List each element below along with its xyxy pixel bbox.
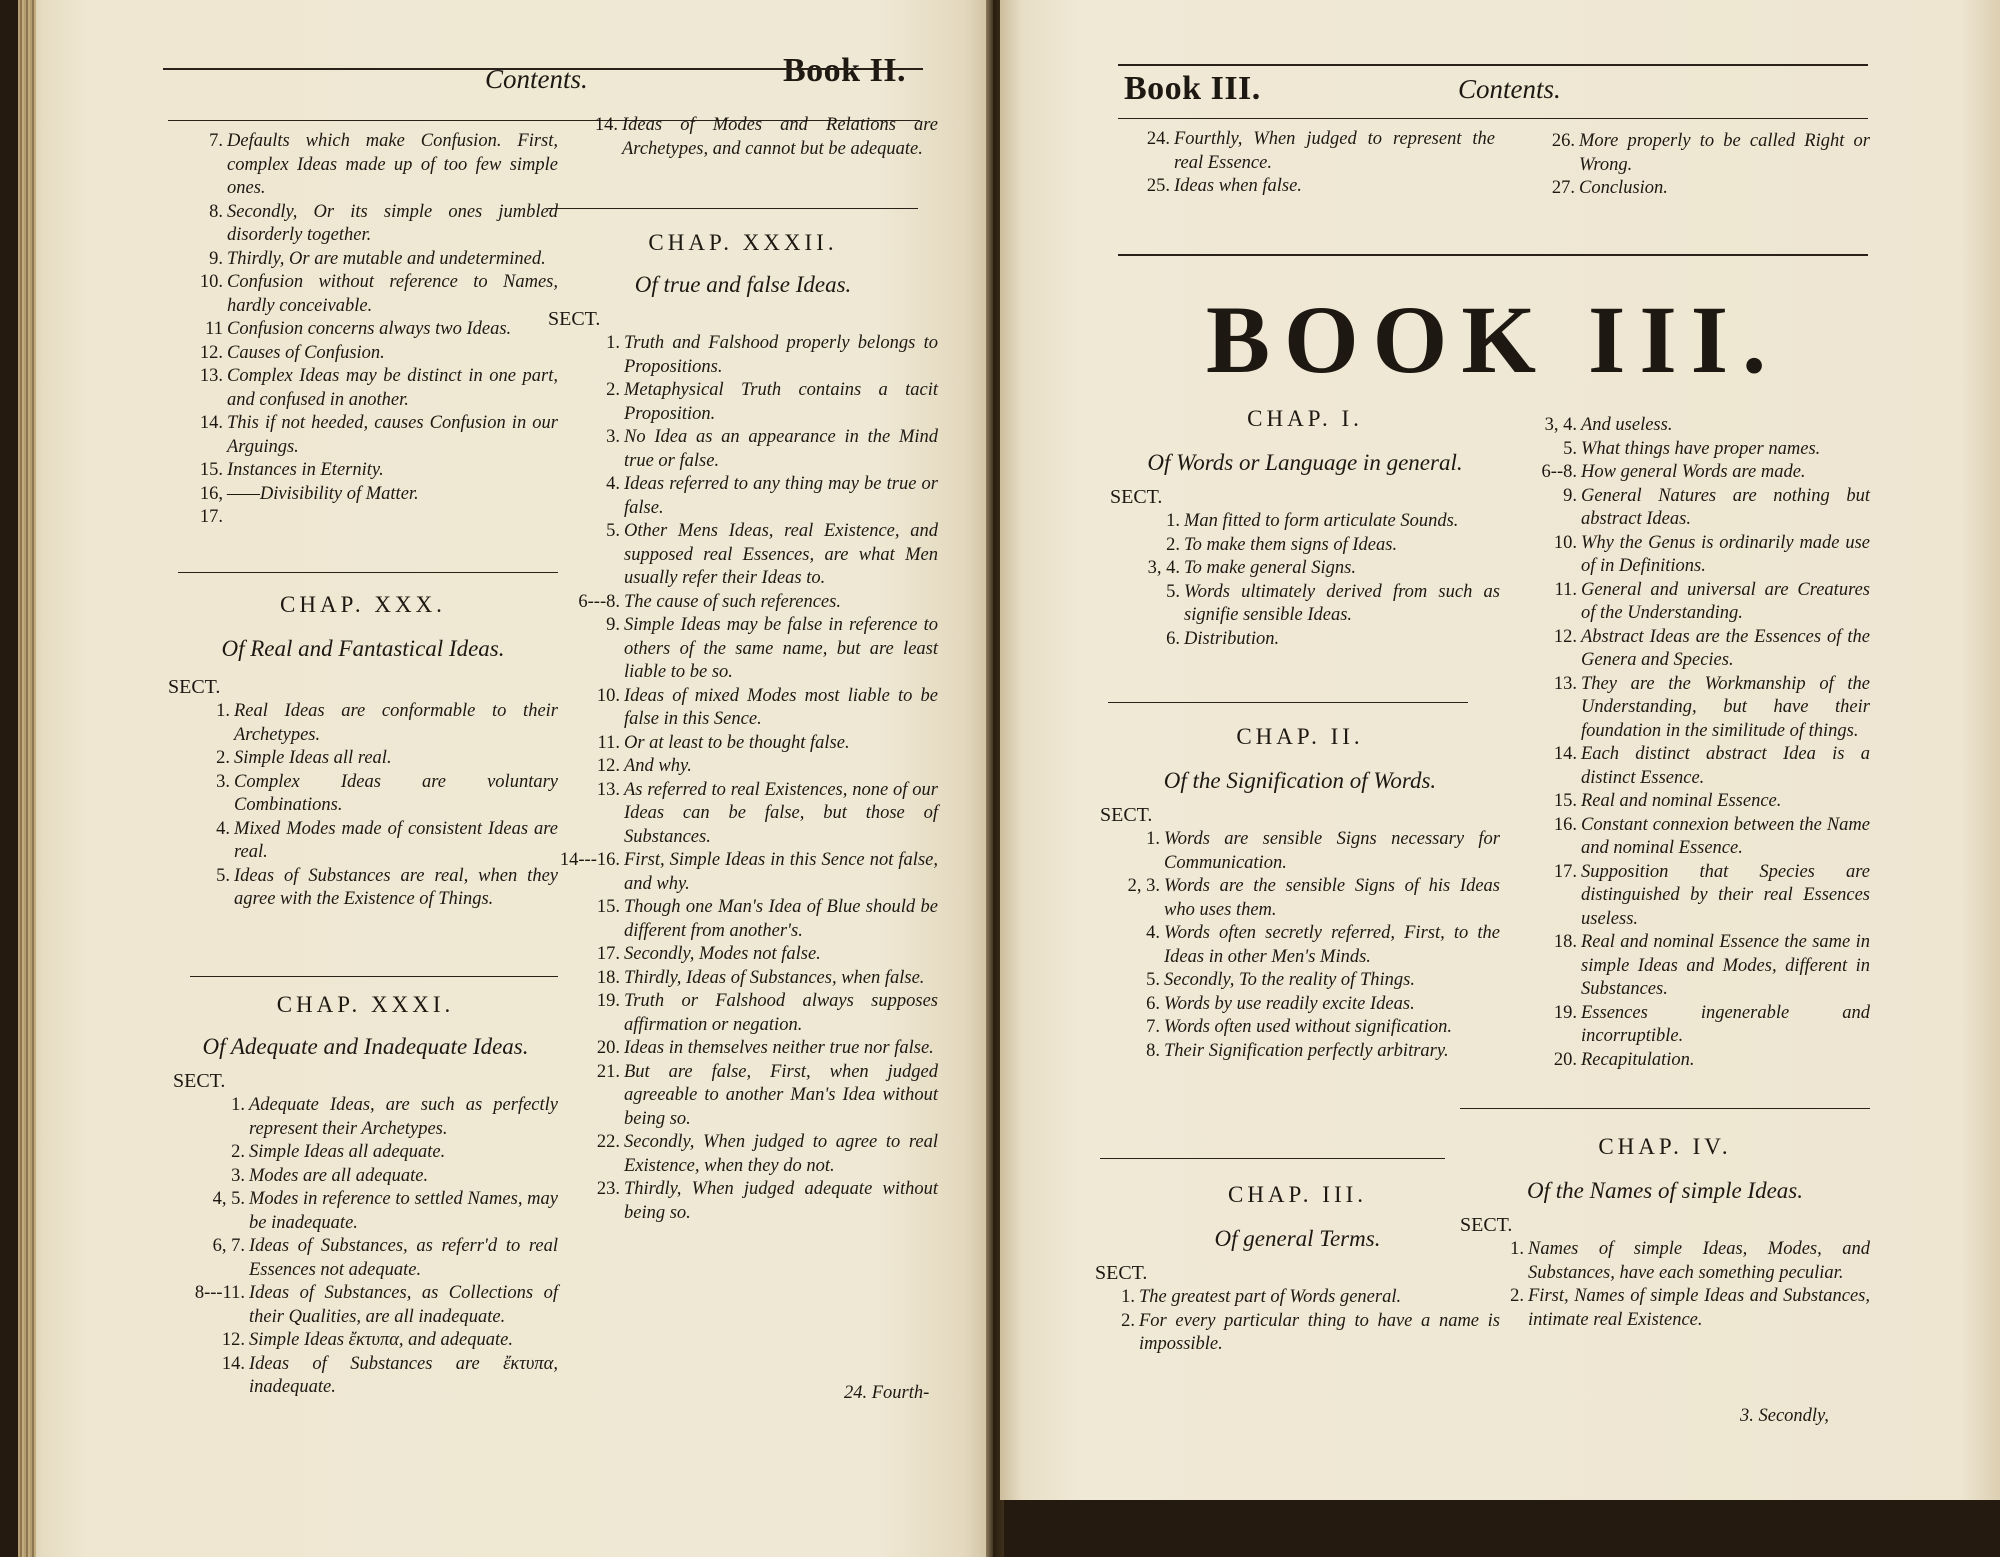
section-number: 2. (1121, 1310, 1135, 1331)
section-summary: Instances in Eternity. (227, 460, 384, 480)
chap30-title: Of Real and Fantastical Ideas. (221, 636, 505, 661)
toc-entry (168, 747, 558, 771)
section-summary: Secondly, To the reality of Things. (1164, 970, 1415, 990)
toc-entry (1535, 130, 1870, 177)
section-summary: Defaults which make Confusion. First, complex Ideas made up of too few simple ones. (227, 131, 558, 198)
chap2-entries (1100, 828, 1500, 1063)
toc-entry (168, 818, 558, 865)
toc-entry (1515, 790, 1870, 814)
chap32-sect: SECT. (548, 308, 601, 330)
toc-entry (168, 865, 558, 912)
toc-entry (1110, 534, 1500, 558)
toc-entry (173, 483, 558, 530)
chap32-section (548, 228, 938, 1225)
chap2-sect: SECT. (1100, 804, 1153, 826)
section-number: 22. (596, 1132, 620, 1152)
toc-entry (1130, 128, 1495, 175)
section-summary: Words are the sensible Signs of his Ideas who uses them. (1164, 876, 1500, 920)
section-summary: Words often secretly referred, First, to the Ideas in other Men's Minds. (1164, 923, 1500, 967)
section-summary: Metaphysical Truth contains a tacit Proposition. (624, 380, 938, 424)
section-summary: Though one Man's Idea of Blue should be different from another's. (624, 897, 938, 941)
section-number: 5. (606, 521, 620, 541)
section-summary: But are false, First, when judged agreeable to another Man's Idea without being so. (624, 1061, 938, 1129)
toc-entry (548, 614, 938, 685)
toc-entry (1515, 532, 1870, 579)
toc-entry (173, 1094, 558, 1141)
chap31-rule (190, 976, 558, 977)
section-summary: Ideas of Substances are ἔκτυπα, inadequate. (249, 1353, 558, 1397)
section-summary: Secondly, Or its simple ones jumbled disorderly together. (227, 201, 558, 245)
section-number: 17. (1553, 861, 1577, 882)
section-number: 10. (596, 685, 620, 706)
section-number: 1. (1166, 511, 1180, 531)
section-number: 3. (216, 771, 230, 792)
running-head-title: Contents. (1458, 74, 1561, 104)
section-number: 9. (1563, 485, 1577, 506)
toc-entry (548, 967, 938, 991)
section-number: 8. (209, 201, 223, 222)
chap30-entries (168, 700, 558, 912)
section-summary: What things have proper names. (1581, 438, 1821, 459)
section-summary: Ideas of Substances, as referr'd to real Essences not adequate. (249, 1236, 558, 1280)
section-summary: Confusion without reference to Names, hardly conceivable. (227, 272, 558, 316)
section-summary: No Idea as an appearance in the Mind true or false. (624, 427, 938, 471)
section-summary: This if not heeded, causes Confusion in our Arguings. (227, 413, 558, 457)
section-number: 3. (606, 427, 620, 447)
toc-entry (1095, 1310, 1500, 1357)
section-number: 16, 17. (199, 483, 223, 527)
header-rule-bottom (1118, 118, 1868, 119)
chap3-sect: SECT. (1095, 1262, 1148, 1284)
toc-entry (1460, 1285, 1870, 1332)
toc-entry (173, 248, 558, 272)
chap32-heading: CHAP. XXXII. (648, 230, 838, 255)
section-number: 3. (231, 1165, 245, 1186)
section-number: 15. (1553, 791, 1577, 811)
section-summary: How general Words are made. (1581, 462, 1806, 482)
chap30-rule (178, 572, 558, 573)
section-summary: Words ultimately derived from such as signifie sensible Ideas. (1184, 581, 1500, 625)
section-summary: Thirdly, Ideas of Substances, when false. (624, 967, 925, 988)
toc-entry (1100, 1016, 1500, 1040)
chap4-rule (1460, 1108, 1870, 1109)
section-summary: For every particular thing to have a name is impossible. (1139, 1310, 1500, 1354)
section-summary: To make general Signs. (1184, 558, 1356, 578)
toc-entry (1100, 922, 1500, 969)
toc-entry (588, 114, 938, 161)
toc-entry (1100, 1040, 1500, 1064)
section-summary: Simple Ideas all adequate. (249, 1142, 446, 1162)
section-summary: Real and nominal Essence the same in simple Ideas and Modes, different in Substances. (1581, 932, 1870, 999)
chap4-section (1460, 1132, 1870, 1332)
section-number: 13. (1553, 673, 1577, 694)
toc-entry (173, 1188, 558, 1235)
section-summary: Supposition that Species are distinguished by their real Essences useless. (1581, 861, 1870, 929)
section-summary: Ideas referred to any thing may be true or false. (624, 474, 938, 518)
toc-entry (1110, 510, 1500, 534)
section-summary: Words often used without signification. (1164, 1017, 1452, 1037)
section-number: 6. (1146, 993, 1160, 1014)
chap1-sect: SECT. (1110, 486, 1163, 508)
section-summary: Each distinct abstract Idea is a distinct Essence. (1581, 744, 1870, 788)
section-number: 17. (596, 944, 620, 964)
toc-entry (173, 342, 558, 366)
section-summary: Conclusion. (1579, 178, 1668, 198)
toc-entry (1515, 1049, 1870, 1073)
chap1-title: Of Words or Language in general. (1147, 450, 1463, 475)
section-number: 2. (231, 1142, 245, 1162)
section-number: 4. (216, 818, 230, 839)
toc-entry (1100, 993, 1500, 1017)
section-summary: First, Names of simple Ideas and Substances, intimate real Existence. (1528, 1286, 1870, 1330)
right-page (1000, 0, 2000, 1500)
section-summary: Names of simple Ideas, Modes, and Substances, have each something peculiar. (1528, 1239, 1870, 1283)
toc-entry (173, 201, 558, 248)
section-number: 16. (1553, 814, 1577, 835)
section-number: 6. (1166, 628, 1180, 649)
chap31-section (173, 990, 558, 1400)
section-number: 12. (199, 342, 223, 363)
chap31-sect: SECT. (173, 1070, 226, 1092)
toc-entry (173, 1282, 558, 1329)
toc-entry (173, 1141, 558, 1165)
section-number: 11. (597, 732, 620, 753)
section-summary: Man fitted to form articulate Sounds. (1184, 511, 1459, 531)
toc-entry (1515, 1002, 1870, 1049)
toc-entry (548, 473, 938, 520)
toc-entry (548, 849, 938, 896)
toc-entry (1515, 438, 1870, 462)
running-head-book: Book III. (1124, 70, 1261, 107)
chap4-sect: SECT. (1460, 1214, 1513, 1236)
toc-entry (173, 1353, 558, 1400)
header-rule-top (163, 68, 923, 70)
section-summary: Modes are all adequate. (249, 1165, 429, 1186)
section-number: 5. (1563, 438, 1577, 459)
right-col1-top (1130, 128, 1495, 199)
toc-entry (173, 412, 558, 459)
section-number: 1. (216, 701, 230, 721)
chap30-section (168, 590, 558, 912)
section-number: 1. (1146, 829, 1160, 849)
chap3-entries (1095, 1286, 1500, 1357)
toc-entry (1515, 414, 1870, 438)
section-number: 21. (596, 1061, 620, 1082)
section-number: 10. (1553, 532, 1577, 553)
section-summary: First, Simple Ideas in this Sence not false, and why. (624, 850, 938, 894)
section-number: 18. (1553, 932, 1577, 952)
section-number: 14. (199, 413, 223, 433)
toc-entry (548, 1178, 938, 1225)
toc-entry (1515, 814, 1870, 861)
section-summary: Words are sensible Signs necessary for Communication. (1164, 829, 1500, 873)
section-summary: Simple Ideas ἔκτυπα, and adequate. (249, 1330, 513, 1350)
toc-entry (548, 1061, 938, 1132)
section-summary: ——Divisibility of Matter. (227, 483, 419, 504)
chap1-heading: CHAP. I. (1247, 406, 1363, 431)
section-summary: Words by use readily excite Ideas. (1164, 993, 1415, 1014)
section-number: 12. (596, 756, 620, 776)
section-number: 20. (596, 1038, 620, 1058)
toc-entry (548, 779, 938, 850)
running-head-title: Contents. (485, 64, 588, 94)
chap3-rule (1100, 1158, 1445, 1159)
section-number: 1. (1121, 1287, 1135, 1307)
section-summary: Modes in reference to settled Names, may be inadequate. (249, 1189, 558, 1233)
chap2-rule (1108, 702, 1468, 703)
section-number: 4. (1146, 923, 1160, 943)
catchword: 3. Secondly, (1740, 1406, 1829, 1426)
section-summary: Adequate Ideas, are such as perfectly represent their Archetypes. (249, 1095, 558, 1139)
section-summary: Ideas when false. (1174, 176, 1302, 196)
chap30-heading: CHAP. XXX. (280, 592, 446, 617)
toc-entry (1095, 1286, 1500, 1310)
toc-entry (548, 591, 938, 615)
section-number: 20. (1553, 1049, 1577, 1070)
section-summary: Essences ingenerable and incorruptible. (1581, 1002, 1870, 1046)
toc-entry (548, 1131, 938, 1178)
section-summary: As referred to real Existences, none of our Ideas can be false, but those of Substances. (624, 779, 938, 847)
chap3-title: Of general Terms. (1214, 1226, 1381, 1251)
section-summary: Secondly, Modes not false. (624, 944, 821, 964)
section-summary: To make them signs of Ideas. (1184, 534, 1398, 555)
toc-entry (548, 520, 938, 591)
section-summary: Confusion concerns always two Ideas. (227, 319, 512, 339)
chap4-title: Of the Names of simple Ideas. (1527, 1178, 1803, 1203)
section-number: 8---11. (194, 1283, 245, 1303)
section-number: 13. (199, 366, 223, 386)
section-summary: General Natures are nothing but abstract Ideas. (1581, 485, 1870, 529)
section-summary: Ideas in themselves neither true nor false. (624, 1038, 934, 1058)
section-summary: And why. (624, 756, 692, 776)
section-summary: Distribution. (1184, 628, 1280, 649)
section-summary: Secondly, When judged to agree to real Existence, when they do not. (624, 1132, 938, 1176)
toc-entry (173, 365, 558, 412)
chap30-sect: SECT. (168, 676, 221, 698)
toc-entry (1535, 177, 1870, 201)
section-summary: They are the Workmanship of the Understanding, but have their foundation in the similitude of things. (1581, 673, 1870, 741)
section-summary: Or at least to be thought false. (624, 732, 850, 753)
chap1-entries (1110, 510, 1500, 651)
page-edges (18, 0, 36, 1557)
section-number: 19. (1553, 1002, 1577, 1023)
header-rule-top (1118, 64, 1868, 66)
section-number: 9. (606, 615, 620, 635)
toc-entry (173, 1235, 558, 1282)
chap3-section (1095, 1180, 1500, 1357)
toc-entry (548, 379, 938, 426)
section-summary: The greatest part of Words general. (1139, 1287, 1402, 1307)
section-summary: Simple Ideas all real. (234, 748, 392, 768)
book-title: BOOK III. (1205, 286, 1781, 393)
section-summary: Truth or Falshood always supposes affirmation or negation. (624, 991, 938, 1035)
chap2-continued (1515, 414, 1870, 1072)
toc-entry (1515, 626, 1870, 673)
section-summary: Fourthly, When judged to represent the real Essence. (1174, 129, 1495, 173)
toc-entry (173, 1329, 558, 1353)
toc-entry (1100, 875, 1500, 922)
toc-entry (1515, 579, 1870, 626)
toc-entry (1460, 1238, 1870, 1285)
section-number: 6--8. (1541, 462, 1577, 482)
section-number: 15. (596, 897, 620, 917)
section-number: 18. (596, 967, 620, 988)
chap3-heading: CHAP. III. (1227, 1182, 1368, 1207)
toc-entry (548, 755, 938, 779)
section-summary: Simple Ideas may be false in reference to others of the same name, but are least liable to be so. (624, 615, 938, 682)
section-summary: Ideas of Modes and Relations are Archetypes, and cannot but be adequate. (622, 115, 938, 159)
toc-entry (1110, 581, 1500, 628)
section-summary: Recapitulation. (1581, 1049, 1695, 1070)
section-summary: Truth and Falshood properly belongs to Propositions. (624, 333, 938, 377)
chap32-title: Of true and false Ideas. (634, 272, 852, 297)
toc-entry (1110, 557, 1500, 581)
toc-entry (548, 1037, 938, 1061)
toc-entry (548, 332, 938, 379)
section-summary: Their Signification perfectly arbitrary. (1164, 1040, 1449, 1061)
section-number: 15. (199, 460, 223, 480)
section-number: 5. (1146, 970, 1160, 990)
section-number: 7. (209, 131, 223, 151)
toc-entry (168, 700, 558, 747)
section-number: 3, 4. (1544, 415, 1577, 435)
section-summary: Mixed Modes made of consistent Ideas are real. (234, 818, 558, 862)
toc-entry (1515, 673, 1870, 744)
section-number: 3, 4. (1147, 558, 1180, 578)
chap31-entries (173, 1094, 558, 1400)
section-number: 2. (1510, 1286, 1524, 1306)
section-summary: Why the Genus is ordinarily made use of in Definitions. (1581, 532, 1870, 576)
section-number: 24. (1146, 129, 1170, 149)
section-summary: Other Mens Ideas, real Existence, and supposed real Essences, are what Men usually refer their Ideas to. (624, 521, 938, 588)
section-summary: Ideas of Substances are real, when they agree with the Existence of Things. (234, 865, 558, 909)
catchword: 24. Fourth- (844, 1383, 930, 1403)
section-summary: Abstract Ideas are the Essences of the Genera and Species. (1581, 626, 1870, 670)
chap2-title: Of the Signification of Words. (1163, 768, 1437, 793)
toc-entry (548, 990, 938, 1037)
toc-entry (548, 732, 938, 756)
section-number: 11. (1554, 579, 1577, 600)
section-number: 2, 3. (1127, 876, 1160, 896)
left-col1-top (173, 130, 558, 530)
section-number: 14. (594, 115, 618, 135)
toc-entry (548, 685, 938, 732)
chap2-heading: CHAP. II. (1236, 724, 1364, 749)
toc-entry (173, 318, 558, 342)
section-summary: Causes of Confusion. (227, 342, 385, 363)
toc-entry (1100, 828, 1500, 875)
section-number: 12. (221, 1330, 245, 1350)
chap4-entries (1460, 1238, 1870, 1332)
section-summary: Ideas of Substances, as Collections of their Qualities, are all inadequate. (249, 1283, 558, 1327)
section-summary: Real Ideas are conformable to their Archetypes. (234, 701, 558, 745)
section-number: 1. (231, 1095, 245, 1115)
section-number: 23. (596, 1179, 620, 1199)
section-number: 13. (596, 779, 620, 800)
section-number: 2. (606, 380, 620, 400)
chap31-heading: CHAP. XXXI. (276, 992, 455, 1017)
section-number: 6, 7. (212, 1236, 245, 1256)
toc-entry (1100, 969, 1500, 993)
section-summary: The cause of such references. (624, 591, 841, 612)
section-number: 19. (596, 991, 620, 1011)
section-number: 14---16. (559, 850, 620, 870)
toc-entry (1515, 743, 1870, 790)
section-number: 6---8. (578, 591, 620, 612)
toc-entry (1515, 485, 1870, 532)
toc-entry (173, 130, 558, 201)
section-number: 14. (1553, 744, 1577, 764)
section-number: 27. (1551, 178, 1575, 198)
running-head-book: Book II. (783, 52, 907, 89)
toc-entry (548, 426, 938, 473)
section-number: 4, 5. (212, 1189, 245, 1209)
chap1-section (1110, 404, 1500, 651)
section-number: 2. (216, 748, 230, 768)
toc-entry (548, 943, 938, 967)
section-summary: Real and nominal Essence. (1581, 791, 1782, 811)
section-number: 9. (209, 248, 223, 269)
toc-entry (1515, 861, 1870, 932)
section-summary: Thirdly, Or are mutable and undetermined. (227, 248, 546, 269)
right-col2-top (1535, 130, 1870, 201)
section-summary: And useless. (1581, 415, 1673, 435)
toc-entry (173, 1165, 558, 1189)
section-number: 5. (216, 865, 230, 886)
chap32-entries (548, 332, 938, 1225)
section-number: 10. (199, 272, 223, 292)
left-col2-top (588, 114, 938, 161)
section-number: 12. (1553, 626, 1577, 647)
toc-entry (1515, 461, 1870, 485)
section-summary: More properly to be called Right or Wrong. (1579, 131, 1870, 175)
section-summary: Thirdly, When judged adequate without being so. (624, 1179, 938, 1223)
section-summary: Complex Ideas are voluntary Combinations. (234, 771, 558, 815)
chap2-section (1100, 722, 1500, 1063)
toc-entry (1110, 628, 1500, 652)
section-summary: General and universal are Creatures of the Understanding. (1581, 579, 1870, 623)
toc-entry (1130, 175, 1495, 199)
section-number: 14. (221, 1353, 245, 1374)
section-number: 7. (1146, 1017, 1160, 1037)
section-number: 26. (1551, 131, 1575, 151)
left-page (18, 0, 993, 1557)
chap4-heading: CHAP. IV. (1598, 1134, 1732, 1159)
section-number: 5. (1166, 581, 1180, 602)
section-number: 8. (1146, 1040, 1160, 1061)
toc-entry (548, 896, 938, 943)
chap32-rule (548, 208, 918, 209)
section-summary: Constant connexion between the Name and nominal Essence. (1581, 814, 1870, 858)
toc-entry (173, 459, 558, 483)
section-number: 25. (1146, 176, 1170, 196)
toc-entry (173, 271, 558, 318)
section-number: 11 (205, 319, 223, 339)
section-summary: Ideas of mixed Modes most liable to be false in this Sence. (624, 685, 938, 729)
section-number: 1. (606, 333, 620, 353)
section-number: 2. (1166, 534, 1180, 555)
book-rule (1118, 254, 1868, 256)
section-number: 4. (606, 474, 620, 494)
toc-entry (1515, 931, 1870, 1002)
section-number: 1. (1510, 1239, 1524, 1259)
section-summary: Complex Ideas may be distinct in one part, and confused in another. (227, 366, 558, 410)
chap31-title: Of Adequate and Inadequate Ideas. (202, 1034, 529, 1059)
toc-entry (168, 771, 558, 818)
